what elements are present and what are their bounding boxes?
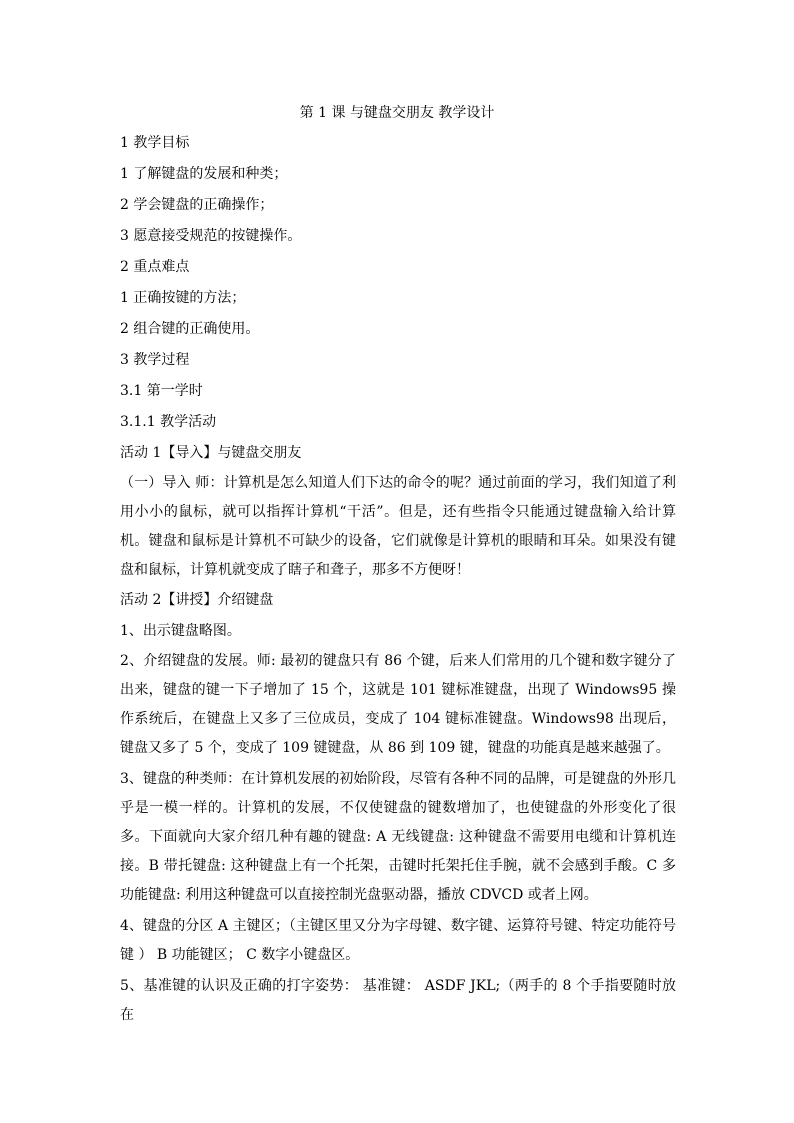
heading-key-points: 2 重点难点 — [120, 259, 190, 275]
heading-first-period: 3.1 第一学时 — [120, 383, 203, 399]
heading-teaching-process: 3 教学过程 — [120, 352, 190, 368]
intro-paragraph: （一）导入 师：计算机是怎么知道人们下达的命令的呢？通过前面的学习，我们知道了利用小小的鼠标，就可以指挥计算机“干活”。但是，还有些指令只能通过键盘输入给计算机。键盘和鼠标是计算机不可缺少的设备，它们就像是计算机的眼睛和耳朵。如果没有键盘和鼠标，计算机就变成了瞎子和聋子，那多不方便呀！ — [120, 475, 676, 578]
list-item-4: 4、键盘的分区 A 主键区；（主键区里又分为字母键、数字键、运算符号键、特定功能符号键 ） B 功能键区； C 数字小键盘区。 — [120, 918, 676, 963]
goal-item-2: 2 学会键盘的正确操作； — [120, 197, 274, 213]
list-item-1: 1、出示键盘略图。 — [120, 623, 241, 639]
list-item-3: 3、键盘的种类师：在计算机发展的初始阶段，尽管有各种不同的品牌，可是键盘的外形几乎是一模一样的。计算机的发展，不仅使键盘的键数增加了，也使键盘的外形变化了很多。下面就向大家介绍几种有趣的键盘: A 无线键盘: 这种键盘不需要用电缆和计算机连接。B 带托键盘: 这种键盘上有一个托架，击键时托架托住手腕，就不会感到手酸。C 多功能键盘: 利用这种键盘可以直接控制光盘驱动器，播放 CDVCD 或者上网。 — [120, 771, 676, 903]
heading-teaching-activities: 3.1.1 教学活动 — [120, 414, 217, 430]
goal-item-1: 1 了解键盘的发展和种类； — [120, 166, 288, 182]
activity-2-heading: 活动 2【讲授】介绍键盘 — [120, 592, 274, 608]
key-point-item-2: 2 组合键的正确使用。 — [120, 321, 260, 337]
key-point-item-1: 1 正确按键的方法； — [120, 290, 246, 306]
heading-teaching-goals: 1 教学目标 — [120, 135, 190, 151]
activity-1-heading: 活动 1【导入】与键盘交朋友 — [120, 445, 302, 461]
document-body — [120, 133, 676, 1032]
document-title: 第 1 课 与键盘交朋友 教学设计 — [299, 105, 495, 121]
goal-item-3: 3 愿意接受规范的按键操作。 — [120, 228, 302, 244]
list-item-2: 2、介绍键盘的发展。师: 最初的键盘只有 86 个键，后来人们常用的几个键和数字键分了出来，键盘的键一下子增加了 15 个，这就是 101 键标准键盘，出现了 Windows95 操作系统后，在键盘上又多了三位成员，变成了 104 键标准键盘。Windows98 出现后，键盘又多了 5 个，变成了 109 键键盘，从 86 到 109 键，键盘的功能真是越来越强了。 — [120, 653, 676, 756]
list-item-5: 5、基准键的认识及正确的打字姿势： 基准键： ASDF JKL;（两手的 8 个手指要随时放在 — [120, 978, 676, 1023]
